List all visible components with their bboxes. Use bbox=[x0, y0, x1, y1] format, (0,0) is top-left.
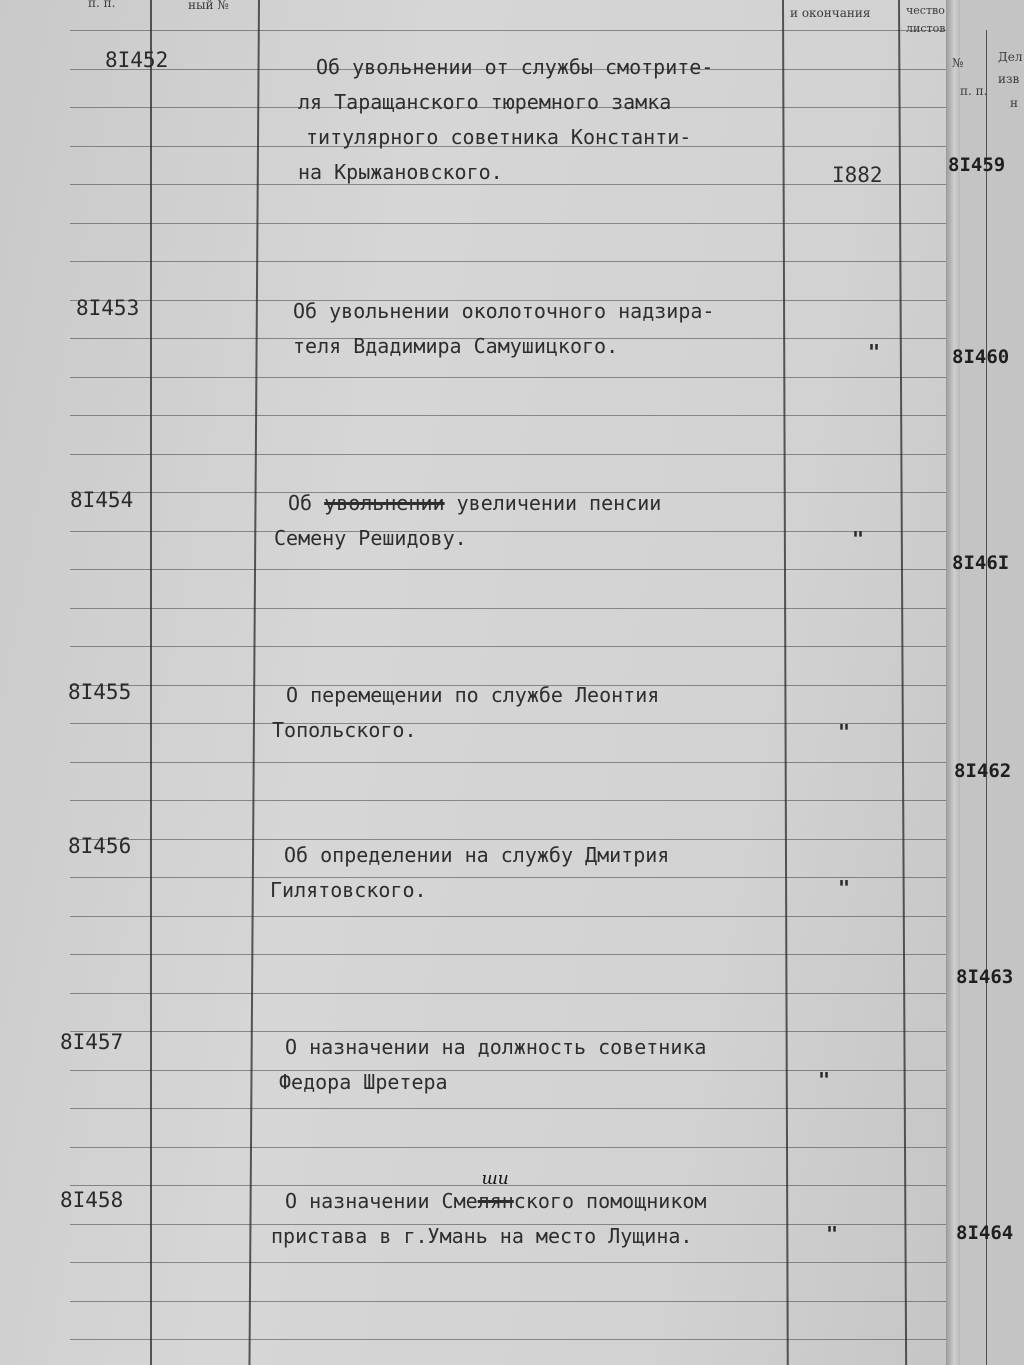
next-header-case-line1: Дел bbox=[998, 50, 1023, 64]
entry-rest: увеличении пенсии bbox=[456, 491, 662, 515]
ruled-line bbox=[70, 1108, 946, 1109]
entry-number: 8I453 bbox=[76, 296, 140, 320]
entry-number: 8I457 bbox=[60, 1030, 124, 1054]
header-number-col: п. п. bbox=[88, 0, 116, 10]
entry-line: Федора Шретера bbox=[279, 1070, 448, 1094]
entry-title bbox=[272, 678, 660, 748]
next-page-number: 8I459 bbox=[948, 154, 1006, 176]
entry-line: Об увольнении от службы смотрите- bbox=[316, 55, 714, 79]
column-divider-number bbox=[150, 0, 152, 1365]
ruled-line bbox=[70, 377, 946, 378]
ruled-line bbox=[70, 916, 946, 917]
next-header-case-line3: н bbox=[1010, 96, 1018, 110]
entry-line: Об определении на службу Дмитрия bbox=[284, 843, 670, 867]
header-dates-col: и окончания bbox=[790, 6, 871, 20]
next-page-number: 8I464 bbox=[956, 1222, 1014, 1244]
ruled-line bbox=[70, 30, 946, 31]
entry-title bbox=[271, 1169, 707, 1254]
handwritten-correction: ши bbox=[481, 1169, 509, 1189]
entry-line bbox=[285, 1169, 707, 1219]
header-sheets-col-line2: листов bbox=[906, 22, 946, 35]
next-page-number: 8I460 bbox=[952, 346, 1010, 368]
ruled-line bbox=[70, 993, 946, 994]
entry-line: пристава в г.Умань на место Лущина. bbox=[271, 1224, 693, 1248]
entry-number: 8I458 bbox=[60, 1188, 124, 1212]
entry-title bbox=[298, 50, 713, 190]
ruled-line bbox=[70, 1147, 946, 1148]
struck-word: увольнении bbox=[324, 491, 445, 515]
entry-rest: ского помощником bbox=[513, 1189, 707, 1213]
ditto-mark: " bbox=[838, 876, 851, 900]
column-divider-sheets bbox=[898, 0, 907, 1365]
next-page-number: 8I463 bbox=[956, 966, 1014, 988]
entry-line: теля Вдадимира Самушицкого. bbox=[293, 334, 619, 358]
entry-line: титулярного советника Константи- bbox=[306, 125, 692, 149]
next-page-column-divider bbox=[986, 30, 987, 1365]
next-page-number: 8I462 bbox=[954, 760, 1012, 782]
ruled-line bbox=[70, 569, 946, 570]
entry-title bbox=[293, 294, 714, 364]
next-page-strip bbox=[948, 0, 1024, 1365]
next-page-number: 8I46I bbox=[952, 552, 1010, 574]
entry-prefix: О назначении Сме bbox=[285, 1189, 478, 1213]
ruled-line bbox=[70, 608, 946, 609]
entry-number: 8I456 bbox=[68, 834, 132, 858]
ruled-line bbox=[70, 800, 946, 801]
ruled-line bbox=[70, 954, 946, 955]
ditto-mark: " bbox=[818, 1068, 831, 1092]
ruled-line bbox=[70, 261, 946, 262]
ruled-line bbox=[70, 1339, 946, 1340]
entry-line: ля Таращанского тюремного замка bbox=[298, 90, 672, 114]
ruled-line bbox=[70, 1262, 946, 1263]
ditto-mark: " bbox=[838, 720, 851, 744]
next-header-case-line2: изв bbox=[998, 72, 1020, 86]
column-divider-dates bbox=[782, 0, 789, 1365]
next-header-no-line1: № bbox=[952, 56, 964, 70]
entry-number: 8I455 bbox=[68, 680, 132, 704]
header-sheets-col-line1: чество bbox=[906, 4, 945, 17]
ditto-mark: " bbox=[826, 1222, 839, 1246]
ditto-mark: " bbox=[868, 340, 881, 364]
entry-title bbox=[279, 1030, 707, 1100]
entry-line bbox=[288, 486, 661, 521]
ruled-line bbox=[70, 454, 946, 455]
entry-line: О назначении на должность советника bbox=[285, 1035, 707, 1059]
next-header-no-line2: п. п. bbox=[960, 84, 988, 98]
entry-line: Семену Решидову. bbox=[274, 526, 467, 550]
entry-line: Топольского. bbox=[272, 718, 417, 742]
struck-letters: лян bbox=[477, 1189, 514, 1213]
ditto-mark: " bbox=[852, 527, 865, 551]
header-inventory-col: ный № bbox=[188, 0, 229, 12]
entry-prefix: Об bbox=[288, 491, 313, 515]
entry-title bbox=[270, 838, 670, 908]
column-divider-inventory bbox=[248, 0, 260, 1365]
entry-line: Гилятовского. bbox=[270, 878, 427, 902]
entry-line: Об увольнении околоточного надзира- bbox=[293, 299, 715, 323]
page-fold-edge bbox=[946, 0, 960, 1365]
ruled-line bbox=[70, 646, 946, 647]
entry-date: I882 bbox=[832, 163, 883, 187]
entry-line: О перемещении по службе Леонтия bbox=[286, 683, 660, 707]
ruled-line bbox=[70, 223, 946, 224]
entry-number: 8I452 bbox=[105, 48, 169, 72]
entry-title bbox=[274, 486, 662, 556]
ruled-line bbox=[70, 762, 946, 763]
entry-number: 8I454 bbox=[70, 488, 134, 512]
ruled-line bbox=[70, 1301, 946, 1302]
ruled-line bbox=[70, 415, 946, 416]
entry-line: на Крыжановского. bbox=[298, 160, 503, 184]
